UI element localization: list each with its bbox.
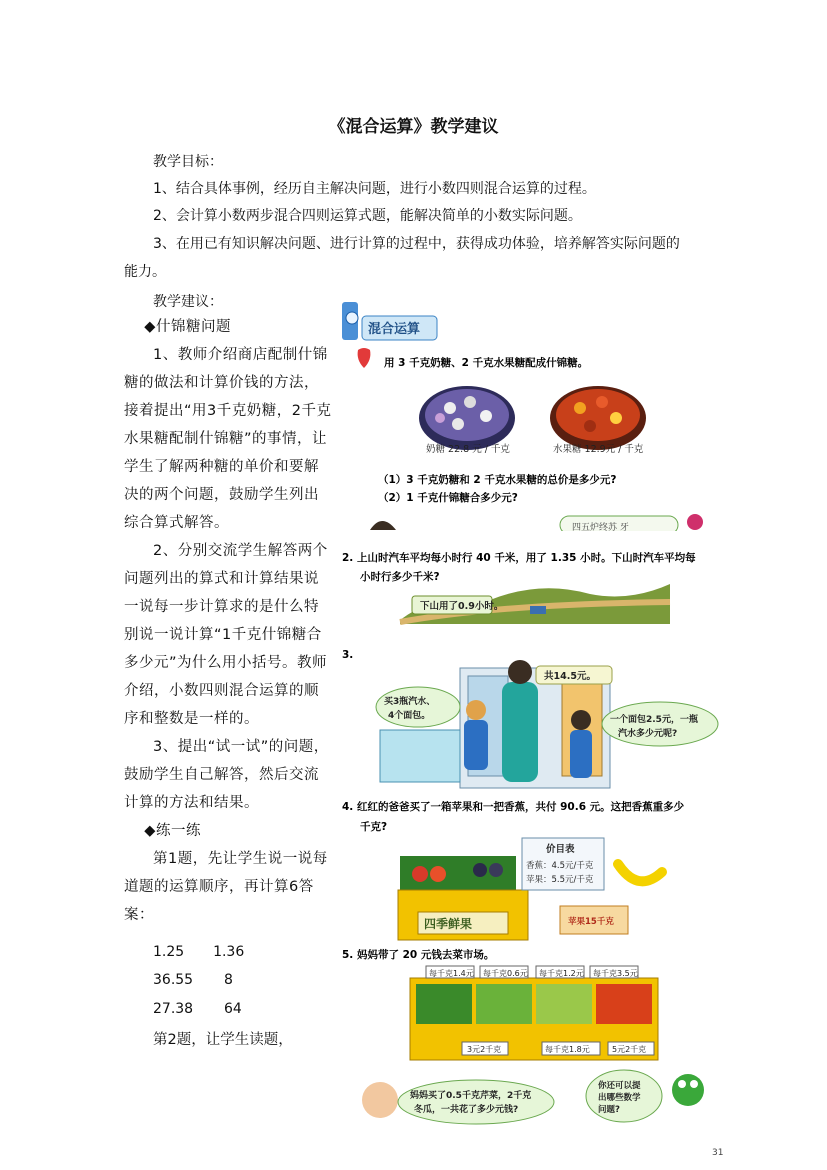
answer-value: 27.38 xyxy=(153,1001,194,1017)
veg-price: 每千克3.5元 xyxy=(593,969,638,978)
paragraph-5: 第2题，让学生读题， xyxy=(153,1032,293,1048)
goals-heading: 教学目标： xyxy=(153,154,223,170)
boy-character-icon xyxy=(362,1082,398,1118)
q1-intro: 用 3 千克奶糖、2 千克水果糖配成什锦糖。 xyxy=(384,357,589,369)
paragraph-3: 3、提出“试一试”的问题，鼓励学生自己解答，然后交流计算的方法和结果。 xyxy=(124,739,329,811)
milk-candy-plate-icon xyxy=(419,386,515,450)
veg-bottom-price: 3元2千克 xyxy=(467,1045,502,1054)
q2-line-b: 小时行多少千米? xyxy=(360,571,440,583)
answer-value: 8 xyxy=(224,972,233,988)
answer-value: 64 xyxy=(224,1001,242,1017)
q4-line-b: 千克? xyxy=(360,821,388,833)
q1-part-b: （2）1 千克什锦糖合多少元? xyxy=(378,492,518,504)
answer-value: 1.36 xyxy=(213,944,245,960)
answer-row xyxy=(153,1001,242,1017)
q3-right-bubble-b: 汽水多少元呢? xyxy=(618,729,678,739)
paragraph-4: 第1题，先让学生说一说每道题的运算顺序，再计算6答案： xyxy=(124,851,328,923)
box-label: 苹果15千克 xyxy=(568,917,614,927)
q5-bubble-a: 妈妈买了0.5千克芹菜，2千克 xyxy=(410,1091,532,1101)
price-table-apple: 苹果：5.5元/千克 xyxy=(526,875,594,885)
page-number: 31 xyxy=(712,1148,724,1158)
section-heading-practice: ◆练一练 xyxy=(144,823,201,839)
goal-item: 1、结合具体事例，经历自主解决问题，进行小数四则混合运算的过程。 xyxy=(153,181,596,197)
veg-bottom-price: 5元2千克 xyxy=(612,1045,647,1054)
q3-total: 共14.5元。 xyxy=(544,671,596,682)
banner xyxy=(342,302,437,340)
partial-speech-bubble: 四五炉终苏 牙 xyxy=(572,523,629,533)
price-table-banana: 香蕉：4.5元/千克 xyxy=(526,861,594,871)
fruit-stand-icon xyxy=(398,856,528,940)
q5-ask-b: 出哪些数学 xyxy=(598,1093,641,1103)
q5-ask-c: 问题? xyxy=(598,1105,620,1115)
shop-sign: 四季鲜果 xyxy=(424,917,473,931)
q3-left-bubble-a: 买3瓶汽水、 xyxy=(384,697,436,707)
paragraph-1: 1、教师介绍商店配制什锦糖的做法和计算价钱的方法，接着提出“用3千克奶糖，2千克水果糖配制什锦糖”的事情，让学生了解两种糖的单价和要解决的两个问题，鼓励学生列出综合算式解答。 xyxy=(124,347,332,531)
banner-label: 混合运算 xyxy=(368,322,421,337)
veg-price: 每千克0.6元 xyxy=(483,969,528,978)
q2-line-a: 2. 上山时汽车平均每小时行 40 千米，用了 1.35 小时。下山时汽车平均每 xyxy=(342,552,696,564)
q4-line-a: 4. 红红的爸爸买了一箱苹果和一把香蕉，共付 90.6 元。这把香蕉重多少 xyxy=(342,801,685,813)
q5-bubble-b: 冬瓜，一共花了多少元钱? xyxy=(414,1105,519,1115)
answer-row xyxy=(153,944,244,960)
veg-price: 每千克1.2元 xyxy=(539,969,584,978)
left-column xyxy=(124,313,332,929)
q5-ask-a: 你还可以提 xyxy=(598,1081,641,1091)
q5-label: 5. 妈妈带了 20 元钱去菜市场。 xyxy=(342,949,495,961)
answer-value: 36.55 xyxy=(153,972,194,988)
strawberry-icon xyxy=(358,348,371,368)
price-table-title: 价目表 xyxy=(546,844,575,855)
paragraph-2: 2、分别交流学生解答两个问题列出的算式和计算结果说一说每一步计算求的是什么特别说一说计算“1千克什锦糖合多少元”为什么用小括号。教师介绍，小数四则混合运算的顺序和整数是一样的。 xyxy=(124,543,328,727)
textbook-figure xyxy=(340,290,727,1135)
veg-price: 每千克1.4元 xyxy=(429,969,474,978)
answer-row xyxy=(153,972,233,988)
page-title: 《混合运算》教学建议 xyxy=(328,117,499,137)
q3-left-bubble-b: 4个面包。 xyxy=(388,711,431,721)
veg-bottom-price: 每千克1.8元 xyxy=(545,1045,590,1054)
fruit-candy-plate-icon xyxy=(550,386,646,450)
child-head-icon xyxy=(370,521,396,530)
frog-character-icon xyxy=(672,1074,704,1106)
section-heading-candy: ◆什锦糖问题 xyxy=(144,319,231,335)
q2-sign: 下山用了0.9小时。 xyxy=(420,601,504,612)
q1-part-a: （1）3 千克奶糖和 2 千克水果糖的总价是多少元? xyxy=(378,474,617,486)
goal-item: 3、在用已有知识解决问题、进行计算的过程中，获得成功体验，培养解答实际问题的 xyxy=(153,236,680,252)
suggest-heading: 教学建议： xyxy=(153,294,223,310)
character-head-icon xyxy=(687,514,703,530)
goal-item: 2、会计算小数两步混合四则运算式题，能解决简单的小数实际问题。 xyxy=(153,208,582,224)
banana-icon xyxy=(618,864,662,881)
candy-price-1: 奶糖 22.8 元 / 千克 xyxy=(426,444,510,455)
candy-price-2: 水果糖 12.9元 / 千克 xyxy=(553,444,644,455)
goal-item-continued: 能力。 xyxy=(124,264,166,280)
q3-label: 3. xyxy=(342,649,354,661)
q3-right-bubble-a: 一个面包2.5元，一瓶 xyxy=(610,715,698,725)
answer-value: 1.25 xyxy=(153,944,185,960)
